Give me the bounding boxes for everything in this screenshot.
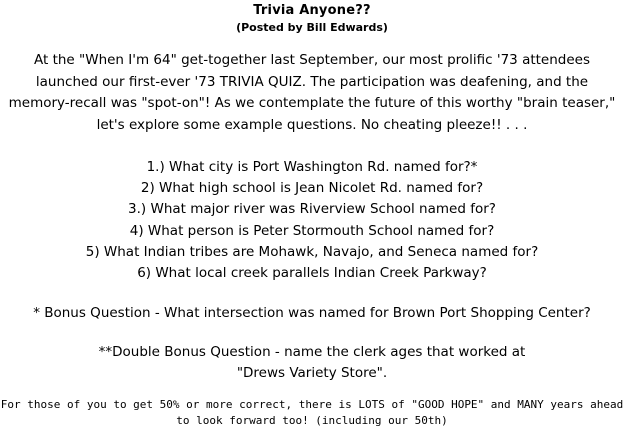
document-byline: (Posted by Bill Edwards) [236, 21, 388, 34]
question-item: 1.) What city is Port Washington Rd. named for?* [146, 159, 478, 175]
question-list [0, 157, 624, 284]
question-item: 4) What person is Peter Stormouth School named for? [129, 222, 495, 239]
question-item: 3.) What major river was Riverview School named for? [128, 201, 496, 218]
closing-paragraph: For those of you to get 50% or more correct, there is LOTS of "GOOD HOPE" and MANY years ahead to look forward too! (including our 50th) [0, 398, 624, 427]
document-title: Trivia Anyone?? [253, 3, 371, 18]
double-bonus-question: **Double Bonus Question - name the clerk ages that worked at "Drews Variety Store". [98, 344, 526, 381]
question-item: 2) What high school is Jean Nicolet Rd. named for? [140, 180, 484, 197]
question-item: 5) What Indian tribes are Mohawk, Navajo, and Seneca named for? [85, 243, 539, 260]
bonus-question: * Bonus Question - What intersection was named for Brown Port Shopping Center? [33, 305, 591, 321]
intro-paragraph: At the "When I'm 64" get-together last September, our most prolific '73 attendees launched our first-ever '73 TRIVIA QUIZ. The participation was deafening, and the memory-recall was "spot-on"! As we contemplate the future of this worthy "brain teaser," let's explore some example questions. No cheating pleeze!! . . . [8, 52, 616, 133]
question-item: 6) What local creek parallels Indian Creek Parkway? [137, 265, 487, 282]
